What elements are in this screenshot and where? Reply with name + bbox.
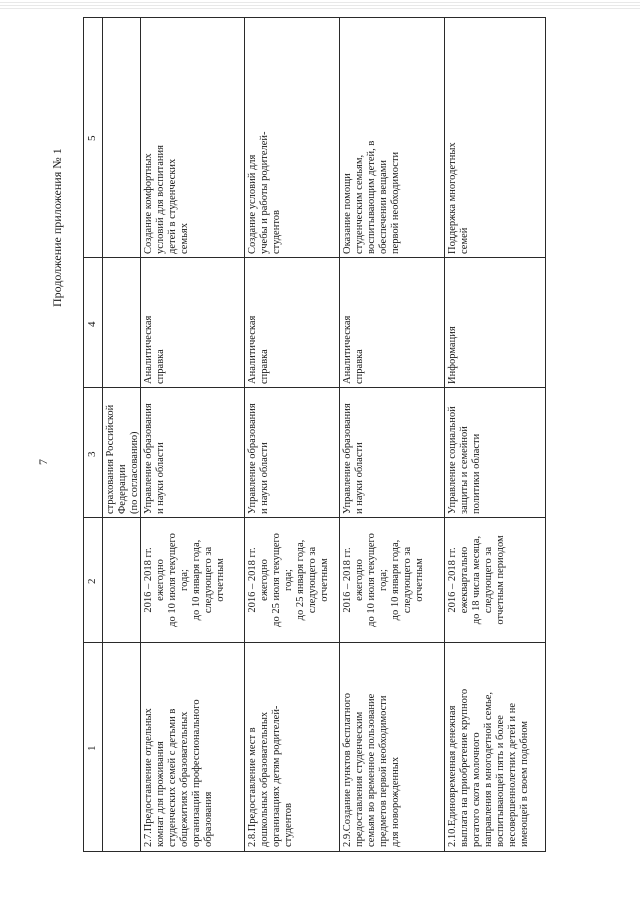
cell-line: дошкольных образовательных: [259, 711, 270, 847]
column-number-1: 1: [86, 745, 98, 751]
row-2-10-responsible: [445, 388, 546, 517]
cell-line: 2.10.Единовременная денежная: [447, 705, 458, 847]
cell-line: несовершеннолетних детей и не: [507, 703, 518, 847]
cell-line: семьям во временное пользование: [366, 693, 377, 847]
cell-line: учебы и работы родителей-: [259, 131, 270, 254]
row-2-7-deadline: [141, 518, 244, 642]
cell-line: Создание комфортных: [143, 153, 154, 254]
cell-line: комнат для проживания: [155, 741, 166, 847]
cell-line: детей в студенческих: [167, 158, 178, 254]
cell-line: 2016 – 2018 гг.: [247, 547, 258, 613]
row-2-7-responsible: [141, 388, 244, 517]
cell-line: до 10 января года,: [390, 539, 401, 621]
cell-line: первой необходимости: [390, 151, 401, 254]
cell-line: семей: [459, 227, 470, 254]
row-2-8-result: [245, 17, 339, 257]
column-number-4: 4: [86, 321, 98, 327]
cell-line: ежегодно: [155, 559, 166, 601]
cell-line: отчетным: [215, 558, 226, 602]
cell-line: Аналитическая: [342, 315, 353, 384]
row-2-7-activity: [141, 643, 244, 850]
cell-line: организаций профессионального: [191, 699, 202, 847]
cell-line: следующего за: [402, 546, 413, 614]
cell-line: года;: [179, 569, 190, 591]
row-2-10-activity: [445, 643, 546, 850]
cell-line: до 10 июля текущего: [167, 533, 178, 627]
cell-line: Управление образования: [247, 403, 258, 514]
activities-table: [83, 17, 546, 852]
row-2-9-activity: [340, 643, 444, 850]
cell-line: Информация: [447, 326, 458, 384]
row-2-10-report: [445, 258, 546, 387]
cell-line: общежитиях образовательных: [179, 711, 190, 847]
cell-line: и науки области: [259, 442, 270, 514]
row-2-8-responsible: [245, 388, 339, 517]
cell-line: защиты и семейной: [459, 426, 470, 514]
cell-line: справка: [155, 349, 166, 384]
cell-line: студентов: [283, 803, 294, 847]
cell-line: следующего за: [203, 546, 214, 614]
cell-line: направления в многодетной семье,: [483, 691, 494, 847]
cell-line: 2.7.Предоставление отдельных: [143, 708, 154, 847]
cell-line: студенческим семьям,: [354, 154, 365, 254]
row-2-7-report: [141, 258, 244, 387]
row-2-10-deadline: [445, 518, 546, 642]
cell-line: следующего за: [307, 546, 318, 614]
cell-line: до 10 июля текущего: [366, 533, 377, 627]
cell-line: условий для воспитания: [155, 145, 166, 254]
cell-line: года;: [283, 569, 294, 591]
column-number-3: 3: [86, 451, 98, 457]
cell-line: и науки области: [354, 442, 365, 514]
cell-line: политики области: [471, 433, 482, 514]
cell-line: до 18 числа месяца,: [471, 535, 482, 625]
column-number-5: 5: [86, 135, 98, 141]
cell-line: рогатого скота молочного: [471, 732, 482, 847]
cell-line: для новорожденных: [390, 756, 401, 847]
cell-line: Федерации: [117, 464, 128, 514]
cell-line: ежегодно: [354, 559, 365, 601]
cell-line: до 25 января года,: [295, 539, 306, 621]
cell-line: до 25 июля текущего: [271, 533, 282, 627]
cell-line: справка: [354, 349, 365, 384]
scan-edge-artifact: [0, 0, 640, 9]
cell-line: Оказание помощи: [342, 173, 353, 254]
cell-line: предметов первой необходимости: [378, 695, 389, 847]
carryover-col3: [103, 388, 140, 517]
row-2-8-report: [245, 258, 339, 387]
cell-line: до 10 января года,: [191, 539, 202, 621]
cell-line: отчетным: [319, 558, 330, 602]
cell-line: студенческих семей с детьми в: [167, 708, 178, 847]
cell-line: имеющей в своем подобном: [519, 720, 530, 847]
cell-line: страхования Российской: [105, 404, 116, 514]
cell-line: 2016 – 2018 гг.: [342, 547, 353, 613]
cell-line: Управление образования: [342, 403, 353, 514]
row-2-7-result: [141, 17, 244, 257]
cell-line: Управление социальной: [447, 406, 458, 514]
cell-line: выплата на приобретение крупного: [459, 688, 470, 847]
cell-line: 2016 – 2018 гг.: [143, 547, 154, 613]
row-2-9-deadline: [340, 518, 444, 642]
cell-line: (по согласованию): [129, 431, 140, 514]
appendix-caption: Продолжение приложения № 1: [50, 148, 64, 307]
cell-line: воспитывающим детей, в: [366, 140, 377, 254]
row-2-8-activity: [245, 643, 339, 850]
cell-line: 2016 – 2018 гг.: [447, 547, 458, 613]
cell-line: Аналитическая: [143, 315, 154, 384]
cell-line: ежегодно: [259, 559, 270, 601]
row-2-9-report: [340, 258, 444, 387]
row-2-9-result: [340, 17, 444, 257]
cell-line: 2.9.Создание пунктов бесплатного: [342, 692, 353, 847]
column-number-2: 2: [86, 578, 98, 584]
cell-line: Поддержка многодетных: [447, 142, 458, 254]
cell-line: предоставления студенческим: [354, 711, 365, 847]
cell-line: следующего за: [483, 546, 494, 614]
cell-line: семьях: [179, 223, 190, 254]
cell-line: отчетным: [414, 558, 425, 602]
cell-line: и науки области: [155, 442, 166, 514]
cell-line: образования: [203, 791, 214, 847]
cell-line: обеспечении вещами: [378, 159, 389, 254]
cell-line: 2.8.Предоставление мест в: [247, 727, 258, 847]
cell-line: организациях детям родителей-: [271, 705, 282, 847]
cell-line: справка: [259, 349, 270, 384]
cell-line: студентов: [271, 210, 282, 254]
page-number: 7: [36, 459, 50, 465]
cell-line: Управление образования: [143, 403, 154, 514]
cell-line: отчетным периодом: [495, 535, 506, 625]
cell-line: воспитывающей пять и более: [495, 715, 506, 847]
cell-line: Аналитическая: [247, 315, 258, 384]
row-2-10-result: [445, 17, 546, 257]
cell-line: ежеквартально: [459, 546, 470, 614]
row-2-9-responsible: [340, 388, 444, 517]
cell-line: Создание условий для: [247, 154, 258, 254]
cell-line: года;: [378, 569, 389, 591]
row-2-8-deadline: [245, 518, 339, 642]
